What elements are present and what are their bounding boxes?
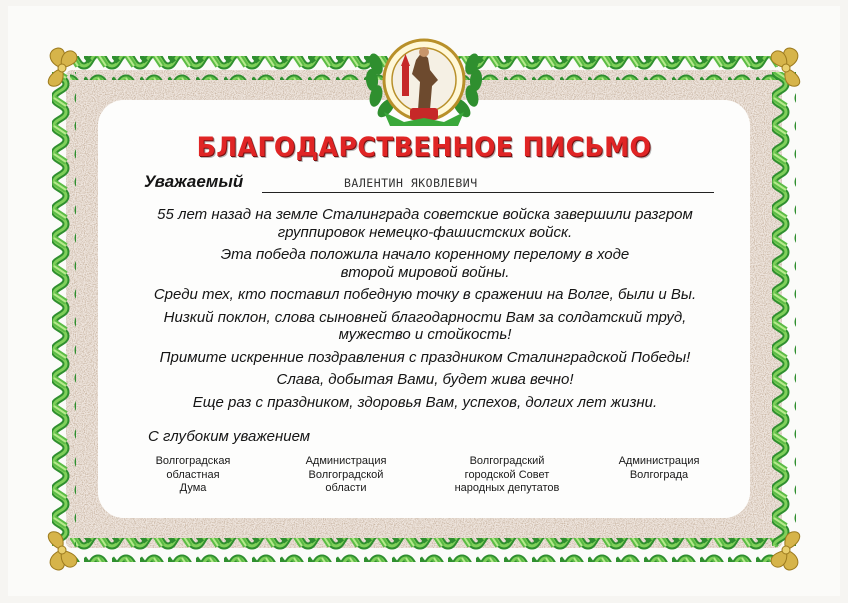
signatory-regional-duma: Волгоградская областная Дума [155,455,231,494]
signatory-city-administration: Администрация Волгограда [618,455,700,481]
recipient-name: ВАЛЕНТИН ЯКОВЛЕВИЧ [344,176,478,190]
signatory-city-council: Волгоградский городской Совет народных депутатов [454,455,560,494]
letter-paragraph-1: 55 лет назад на земле Сталинграда советские войска завершили разгром группировок немецко-фашистских войск. [157,206,693,241]
letter-body [110,206,740,416]
certificate-title: БЛАГОДАРСТВЕННОЕ ПИСЬМО [196,132,652,163]
letter-paragraph-2: Эта победа положила начало коренному перелому в ходе второй мировой войны. [220,246,630,281]
letter-paragraph-7: Еще раз с праздником, здоровья Вам, успехов, долгих лет жизни. [192,393,658,411]
closing-line: С глубоким уважением [148,428,311,445]
salutation: Уважаемый [144,172,244,191]
letter-paragraph-4: Низкий поклон, слова сыновней благодарности Вам за солдатский труд, мужество и стойкость! [163,308,687,343]
letter-paragraph-6: Слава, добытая Вами, будет жива вечно! [276,371,574,388]
letter-paragraph-5: Примите искренние поздравления с праздником Сталинградской Победы! [159,348,691,366]
recipient-name-line [262,192,714,193]
signatory-regional-administration: Администрация Волгоградской области [305,455,387,494]
letter-paragraph-3: Среди тех, кто поставил победную точку в сражении на Волге, были и Вы. [153,286,697,303]
